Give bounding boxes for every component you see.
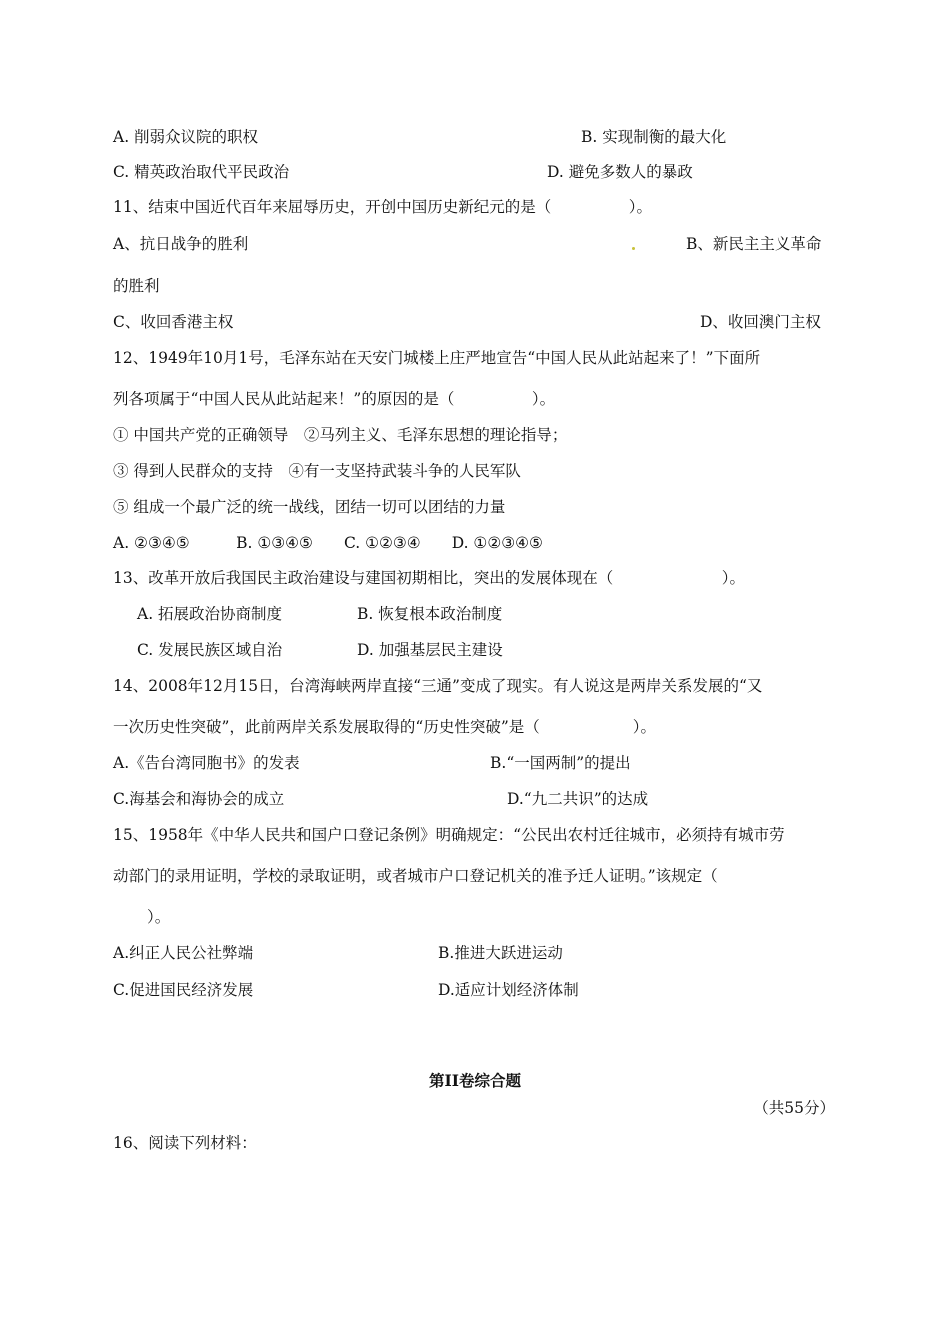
q10-option-a: A. 削弱众议院的职权 bbox=[113, 128, 259, 146]
q12-stem-line-2: 列各项属于“中国人民从此站起来！”的原因的是（ ）。 bbox=[113, 390, 556, 408]
q16-stem: 16、阅读下列材料： bbox=[113, 1134, 257, 1152]
q11-option-d: D、收回澳门主权 bbox=[700, 313, 821, 331]
section-title: 第II卷综合题 bbox=[428, 1071, 521, 1090]
q15-option-c: C.促进国民经济发展 bbox=[113, 981, 254, 999]
q13-option-d: D. 加强基层民主建设 bbox=[357, 641, 503, 659]
q11-option-a: A、抗日战争的胜利 bbox=[113, 235, 249, 253]
q11-option-b: B、新民主主义革命 bbox=[686, 235, 822, 253]
q14-option-a: A.《告台湾同胞书》的发表 bbox=[113, 754, 300, 772]
q13-option-a: A. 拓展政治协商制度 bbox=[137, 605, 283, 623]
q15-option-a: A.纠正人民公社弊端 bbox=[113, 944, 254, 962]
q10-option-d: D. 避免多数人的暴政 bbox=[547, 163, 693, 181]
q15-option-b: B.推进大跃进运动 bbox=[438, 944, 563, 962]
q15-option-d: D.适应计划经济体制 bbox=[438, 981, 579, 999]
q10-option-c: C. 精英政治取代平民政治 bbox=[113, 163, 290, 181]
q15-stem-line-2: 动部门的录用证明，学校的录取证明，或者城市户口登记机关的准予迁人证明。”该规定（ bbox=[113, 867, 718, 885]
q14-stem-line-1: 14、2008年12月15日，台湾海峡两岸直接“三通”变成了现实。有人说这是两岸关系发展的“又 bbox=[113, 677, 763, 695]
q14-stem-line-2: 一次历史性突破”，此前两岸关系发展取得的“历史性突破”是（ ）。 bbox=[113, 718, 657, 736]
q13-option-c: C. 发展民族区域自治 bbox=[137, 641, 283, 659]
q10-option-b: B. 实现制衡的最大化 bbox=[581, 128, 727, 146]
q12-item-2: ③ 得到人民群众的支持 ④有一支坚持武装斗争的人民军队 bbox=[113, 462, 521, 480]
q12-item-1: ① 中国共产党的正确领导 ②马列主义、毛泽东思想的理论指导； bbox=[113, 426, 568, 444]
q11-option-b-continued: 的胜利 bbox=[113, 277, 160, 295]
section-score: （共55分） bbox=[753, 1099, 835, 1117]
q12-stem-line-1: 12、1949年10月1号，毛泽东站在天安门城楼上庄严地宣告“中国人民从此站起来了！”下面所 bbox=[113, 349, 761, 367]
q15-stem-line-3: ）。 bbox=[147, 908, 171, 926]
q12-item-3: ⑤ 组成一个最广泛的统一战线，团结一切可以团结的力量 bbox=[113, 498, 506, 516]
q11-stem: 11、结束中国近代百年来屈辱历史，开创中国历史新纪元的是（ ）。 bbox=[113, 198, 652, 216]
q14-option-d: D.“九二共识”的达成 bbox=[507, 790, 649, 808]
q13-stem: 13、改革开放后我国民主政治建设与建国初期相比，突出的发展体现在（ ）。 bbox=[113, 569, 745, 587]
q15-stem-line-1: 15、1958年《中华人民共和国户口登记条例》明确规定：“公民出农村迁往城市，必须持有城市劳 bbox=[113, 826, 785, 844]
q11-option-c: C、收回香港主权 bbox=[113, 313, 234, 331]
q12-options: A. ②③④⑤ B. ①③④⑤ C. ①②③④ D. ①②③④⑤ bbox=[113, 534, 543, 552]
q13-option-b: B. 恢复根本政治制度 bbox=[357, 605, 503, 623]
q14-option-b: B.“一国两制”的提出 bbox=[490, 754, 631, 772]
q14-option-c: C.海基会和海协会的成立 bbox=[113, 790, 285, 808]
stray-dot bbox=[632, 247, 635, 250]
